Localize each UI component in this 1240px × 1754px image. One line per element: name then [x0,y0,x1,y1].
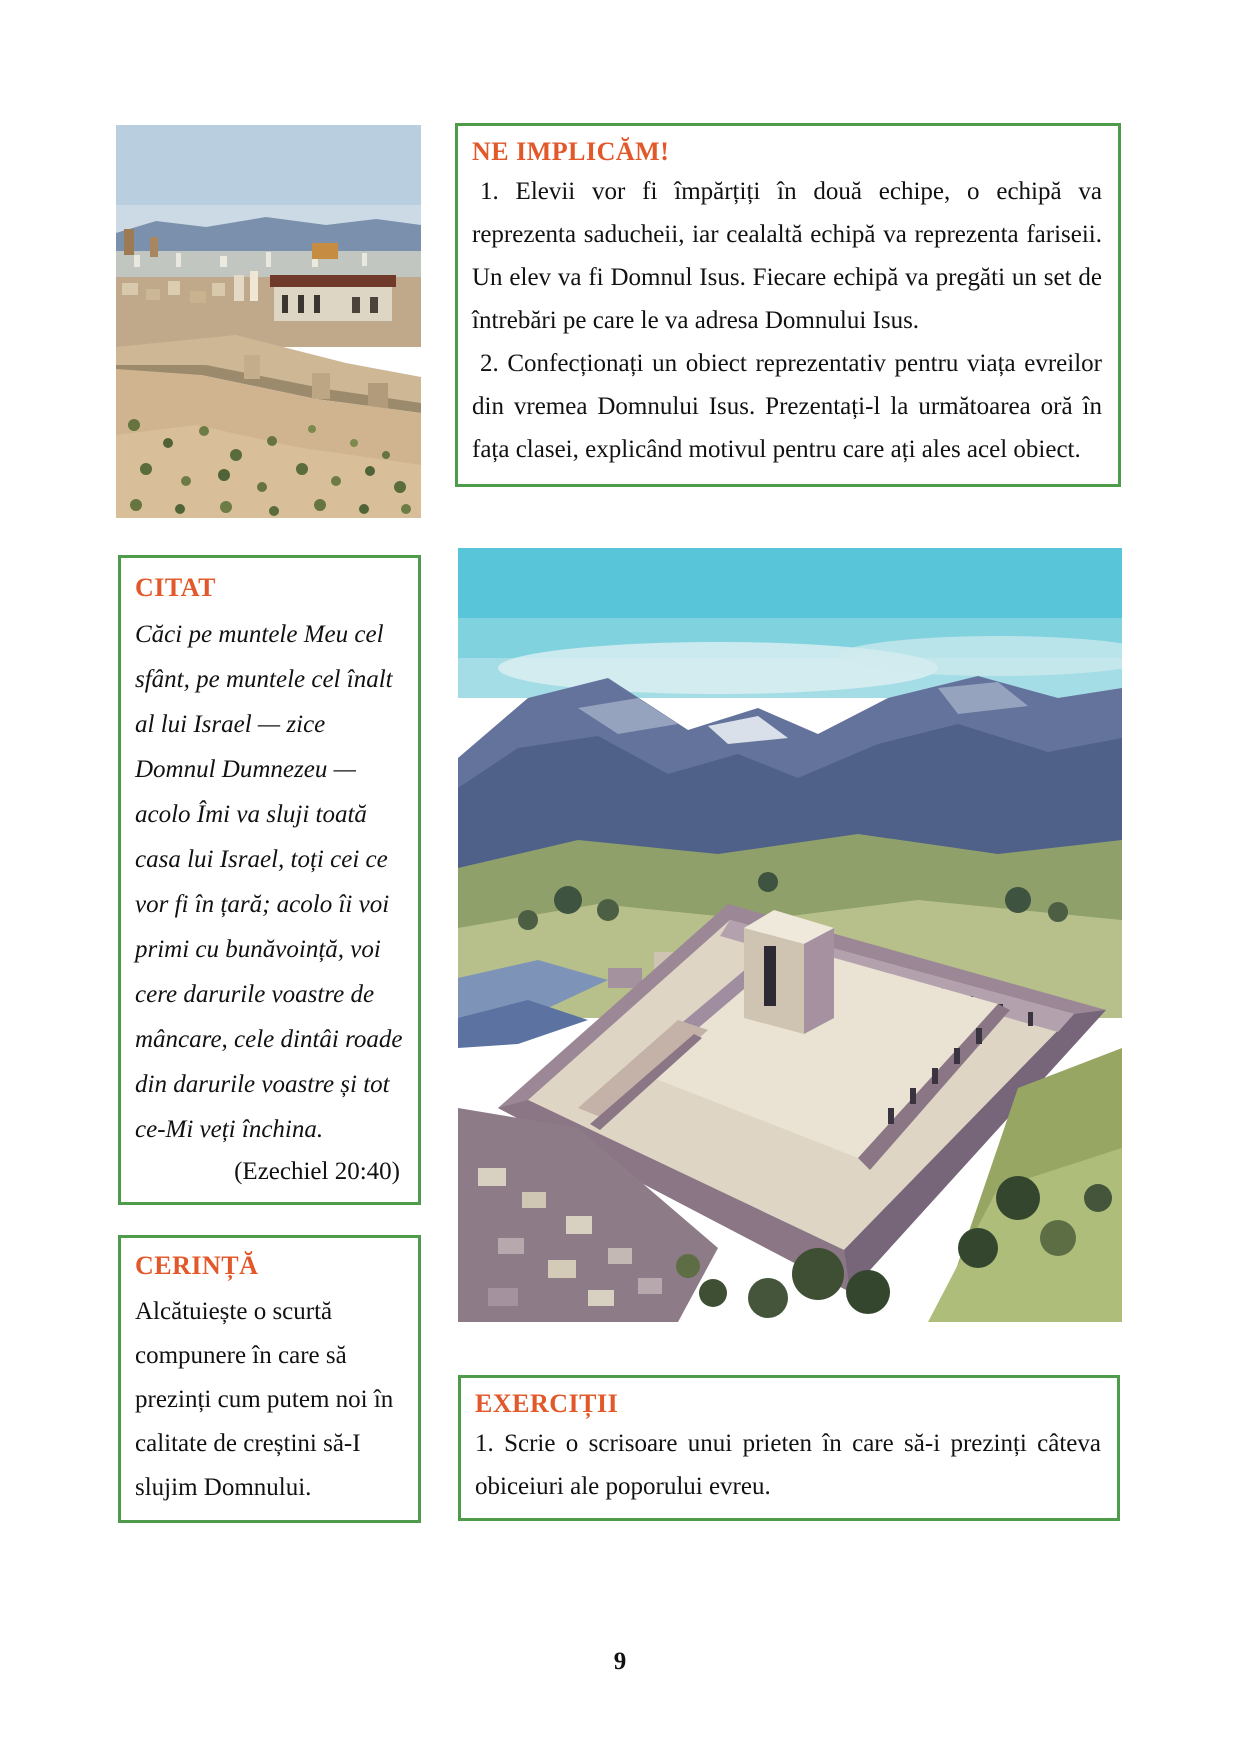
citat-title: CITAT [135,573,216,602]
ne-implicam-item-1: 1. Elevii vor fi împărțiți în două echipe, o echipă va reprezenta saducheii, iar cealaltă echipă va reprezenta fariseii. Un elev va fi Domnul Isus. Fiecare echipă va pregăti un set de întrebări pe care le va adresa Domnului Isus. [472,178,1102,334]
citat-quote: Căci pe muntele Meu cel sfânt, pe muntele cel înalt al lui Israel — zice Domnul Dumnezeu — acolo Îmi va sluji toată casa lui Israel, toți cei ce vor fi în țară; acolo îi voi primi cu bunăvoință, voi cere darurile voastre de mâncare, cele dintâi roade din darurile voastre și tot ce-Mi veți închina. [135,621,403,1143]
jerusalem-model-photo-art [116,125,421,518]
cerinta-box [118,1235,421,1523]
exercitii-box [458,1375,1120,1521]
exercitii-title: EXERCIȚII [475,1389,619,1418]
cerinta-text: Alcătuiește o scurtă compunere în care să prezinți cum putem noi în calitate de creștini să-I slujim Domnului. [135,1298,394,1501]
citat-reference: (Ezechiel 20:40) [234,1158,400,1185]
ne-implicam-title: NE IMPLICĂM! [472,137,670,166]
temple-mount-painting-art [458,548,1122,1322]
page-number: 9 [613,1648,627,1675]
citat-box [118,555,421,1205]
cerinta-title: CERINȚĂ [135,1251,259,1280]
exercitii-item-1: 1. Scrie o scrisoare unui prieten în care să-i prezinți câteva obiceiuri ale poporului evreu. [475,1430,1101,1500]
jerusalem-model-photo [116,125,421,518]
ne-implicam-item-2: 2. Confecționați un obiect reprezentativ pentru viața evreilor din vremea Domnului Isus. Prezentați-l la următoarea oră în fața clasei, explicând motivul pentru care ați ales acel obiect. [472,350,1102,463]
temple-mount-painting [458,548,1122,1322]
ne-implicam-box [455,123,1121,487]
